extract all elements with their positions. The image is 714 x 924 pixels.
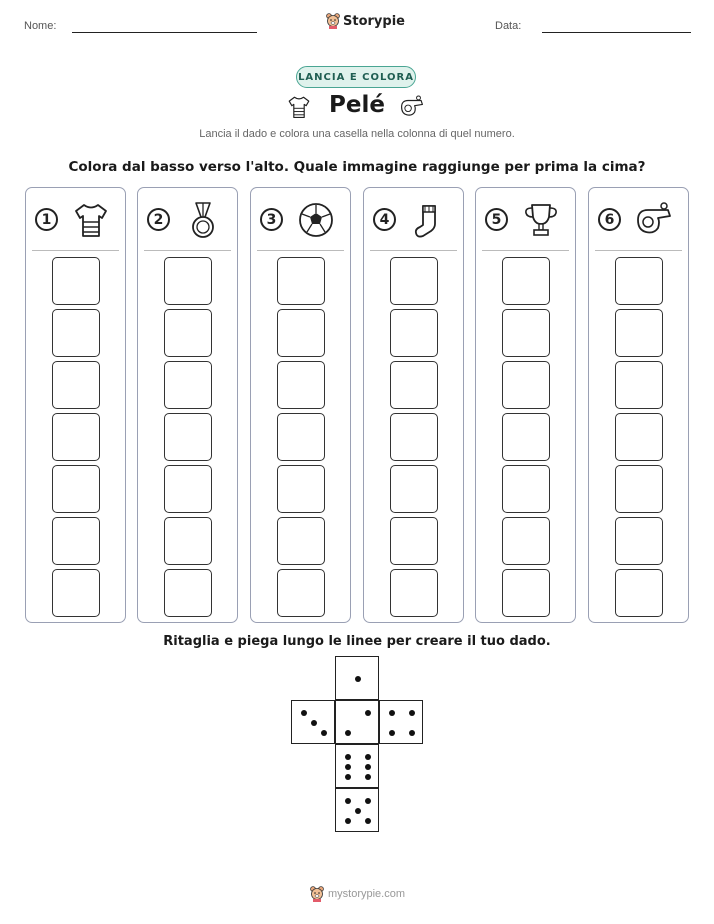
die-face-6 <box>335 744 379 788</box>
color-box[interactable] <box>390 413 438 461</box>
color-box[interactable] <box>390 569 438 617</box>
die-pip <box>409 730 415 736</box>
die-face-2 <box>335 700 379 744</box>
die-face-1 <box>335 656 379 700</box>
column-number: 6 <box>598 208 621 231</box>
date-label: Data: <box>495 20 522 32</box>
die-pip <box>345 764 351 770</box>
column-1 <box>25 187 126 623</box>
subtitle: Lancia il dado e colora una casella nella colonna di quel numero. <box>199 128 515 140</box>
color-box[interactable] <box>615 465 663 513</box>
die-pip <box>345 730 351 736</box>
die-pip <box>365 798 371 804</box>
name-label: Nome: <box>24 20 57 32</box>
die-pip <box>345 798 351 804</box>
column-number: 1 <box>35 208 58 231</box>
die-pip <box>301 710 307 716</box>
color-box[interactable] <box>277 517 325 565</box>
column-header <box>589 188 688 250</box>
color-box[interactable] <box>615 569 663 617</box>
column-divider <box>144 250 231 251</box>
die-pip <box>355 676 361 682</box>
color-box[interactable] <box>502 569 550 617</box>
column-2 <box>137 187 238 623</box>
color-box[interactable] <box>164 257 212 305</box>
instruction: Colora dal basso verso l'alto. Quale immagine raggiunge per prima la cima? <box>68 159 646 175</box>
color-box[interactable] <box>615 361 663 409</box>
soccer-ball-icon <box>296 200 336 240</box>
whistle-icon <box>634 200 674 240</box>
die-pip <box>409 710 415 716</box>
whistle-icon <box>397 94 427 120</box>
die-face-3 <box>291 700 335 744</box>
color-box[interactable] <box>390 465 438 513</box>
color-box[interactable] <box>277 309 325 357</box>
column-5 <box>475 187 576 623</box>
column-number: 2 <box>147 208 170 231</box>
footer <box>310 886 405 902</box>
color-box[interactable] <box>277 257 325 305</box>
bear-mascot-icon <box>326 13 340 29</box>
column-number: 5 <box>485 208 508 231</box>
color-box[interactable] <box>390 361 438 409</box>
die-pip <box>345 774 351 780</box>
brand-name: Storypie <box>343 13 405 29</box>
die-pip <box>365 764 371 770</box>
color-box[interactable] <box>277 361 325 409</box>
color-box[interactable] <box>615 257 663 305</box>
column-divider <box>370 250 457 251</box>
color-box[interactable] <box>615 517 663 565</box>
medal-icon <box>183 200 223 240</box>
column-divider <box>257 250 344 251</box>
tshirt-icon <box>71 200 111 240</box>
color-box[interactable] <box>615 309 663 357</box>
color-box[interactable] <box>502 517 550 565</box>
color-box[interactable] <box>390 517 438 565</box>
color-box[interactable] <box>390 309 438 357</box>
column-divider <box>482 250 569 251</box>
color-box[interactable] <box>277 465 325 513</box>
color-box[interactable] <box>52 257 100 305</box>
color-box[interactable] <box>502 413 550 461</box>
color-box[interactable] <box>502 309 550 357</box>
page-title: Pelé <box>329 92 385 118</box>
color-box[interactable] <box>52 465 100 513</box>
color-box[interactable] <box>52 361 100 409</box>
color-box[interactable] <box>615 413 663 461</box>
column-number: 4 <box>373 208 396 231</box>
color-box[interactable] <box>164 309 212 357</box>
die-pip <box>365 710 371 716</box>
color-box[interactable] <box>164 465 212 513</box>
die-pip <box>365 754 371 760</box>
color-box[interactable] <box>52 569 100 617</box>
column-4 <box>363 187 464 623</box>
column-header <box>138 188 237 250</box>
die-pip <box>345 754 351 760</box>
die-face-4 <box>379 700 423 744</box>
column-divider <box>595 250 682 251</box>
bear-mascot-icon <box>310 886 324 902</box>
color-box[interactable] <box>277 569 325 617</box>
die-pip <box>355 808 361 814</box>
color-box[interactable] <box>502 361 550 409</box>
die-face-5 <box>335 788 379 832</box>
column-header <box>26 188 125 250</box>
die-pip <box>311 720 317 726</box>
color-box[interactable] <box>164 413 212 461</box>
column-header <box>476 188 575 250</box>
color-box[interactable] <box>164 361 212 409</box>
color-box[interactable] <box>52 309 100 357</box>
brand-logo <box>326 13 405 29</box>
footer-url: mystorypie.com <box>328 888 406 900</box>
column-divider <box>32 250 119 251</box>
die-pip <box>389 730 395 736</box>
die-pip <box>365 774 371 780</box>
column-header <box>251 188 350 250</box>
trophy-icon <box>521 200 561 240</box>
color-box[interactable] <box>164 569 212 617</box>
die-pip <box>321 730 327 736</box>
color-box[interactable] <box>52 413 100 461</box>
color-box[interactable] <box>502 465 550 513</box>
date-line <box>542 32 691 33</box>
title-row <box>0 92 714 122</box>
color-box[interactable] <box>502 257 550 305</box>
die-pip <box>345 818 351 824</box>
cut-instruction: Ritaglia e piega lungo le linee per creare il tuo dado. <box>163 634 551 649</box>
color-box[interactable] <box>390 257 438 305</box>
color-box[interactable] <box>52 517 100 565</box>
activity-tag: LANCIA E COLORA <box>296 66 416 88</box>
sock-icon <box>409 200 449 240</box>
color-box[interactable] <box>164 517 212 565</box>
column-number: 3 <box>260 208 283 231</box>
name-line <box>72 32 257 33</box>
color-box[interactable] <box>277 413 325 461</box>
die-pip <box>389 710 395 716</box>
column-header <box>364 188 463 250</box>
die-pip <box>365 818 371 824</box>
column-3 <box>250 187 351 623</box>
column-6 <box>588 187 689 623</box>
